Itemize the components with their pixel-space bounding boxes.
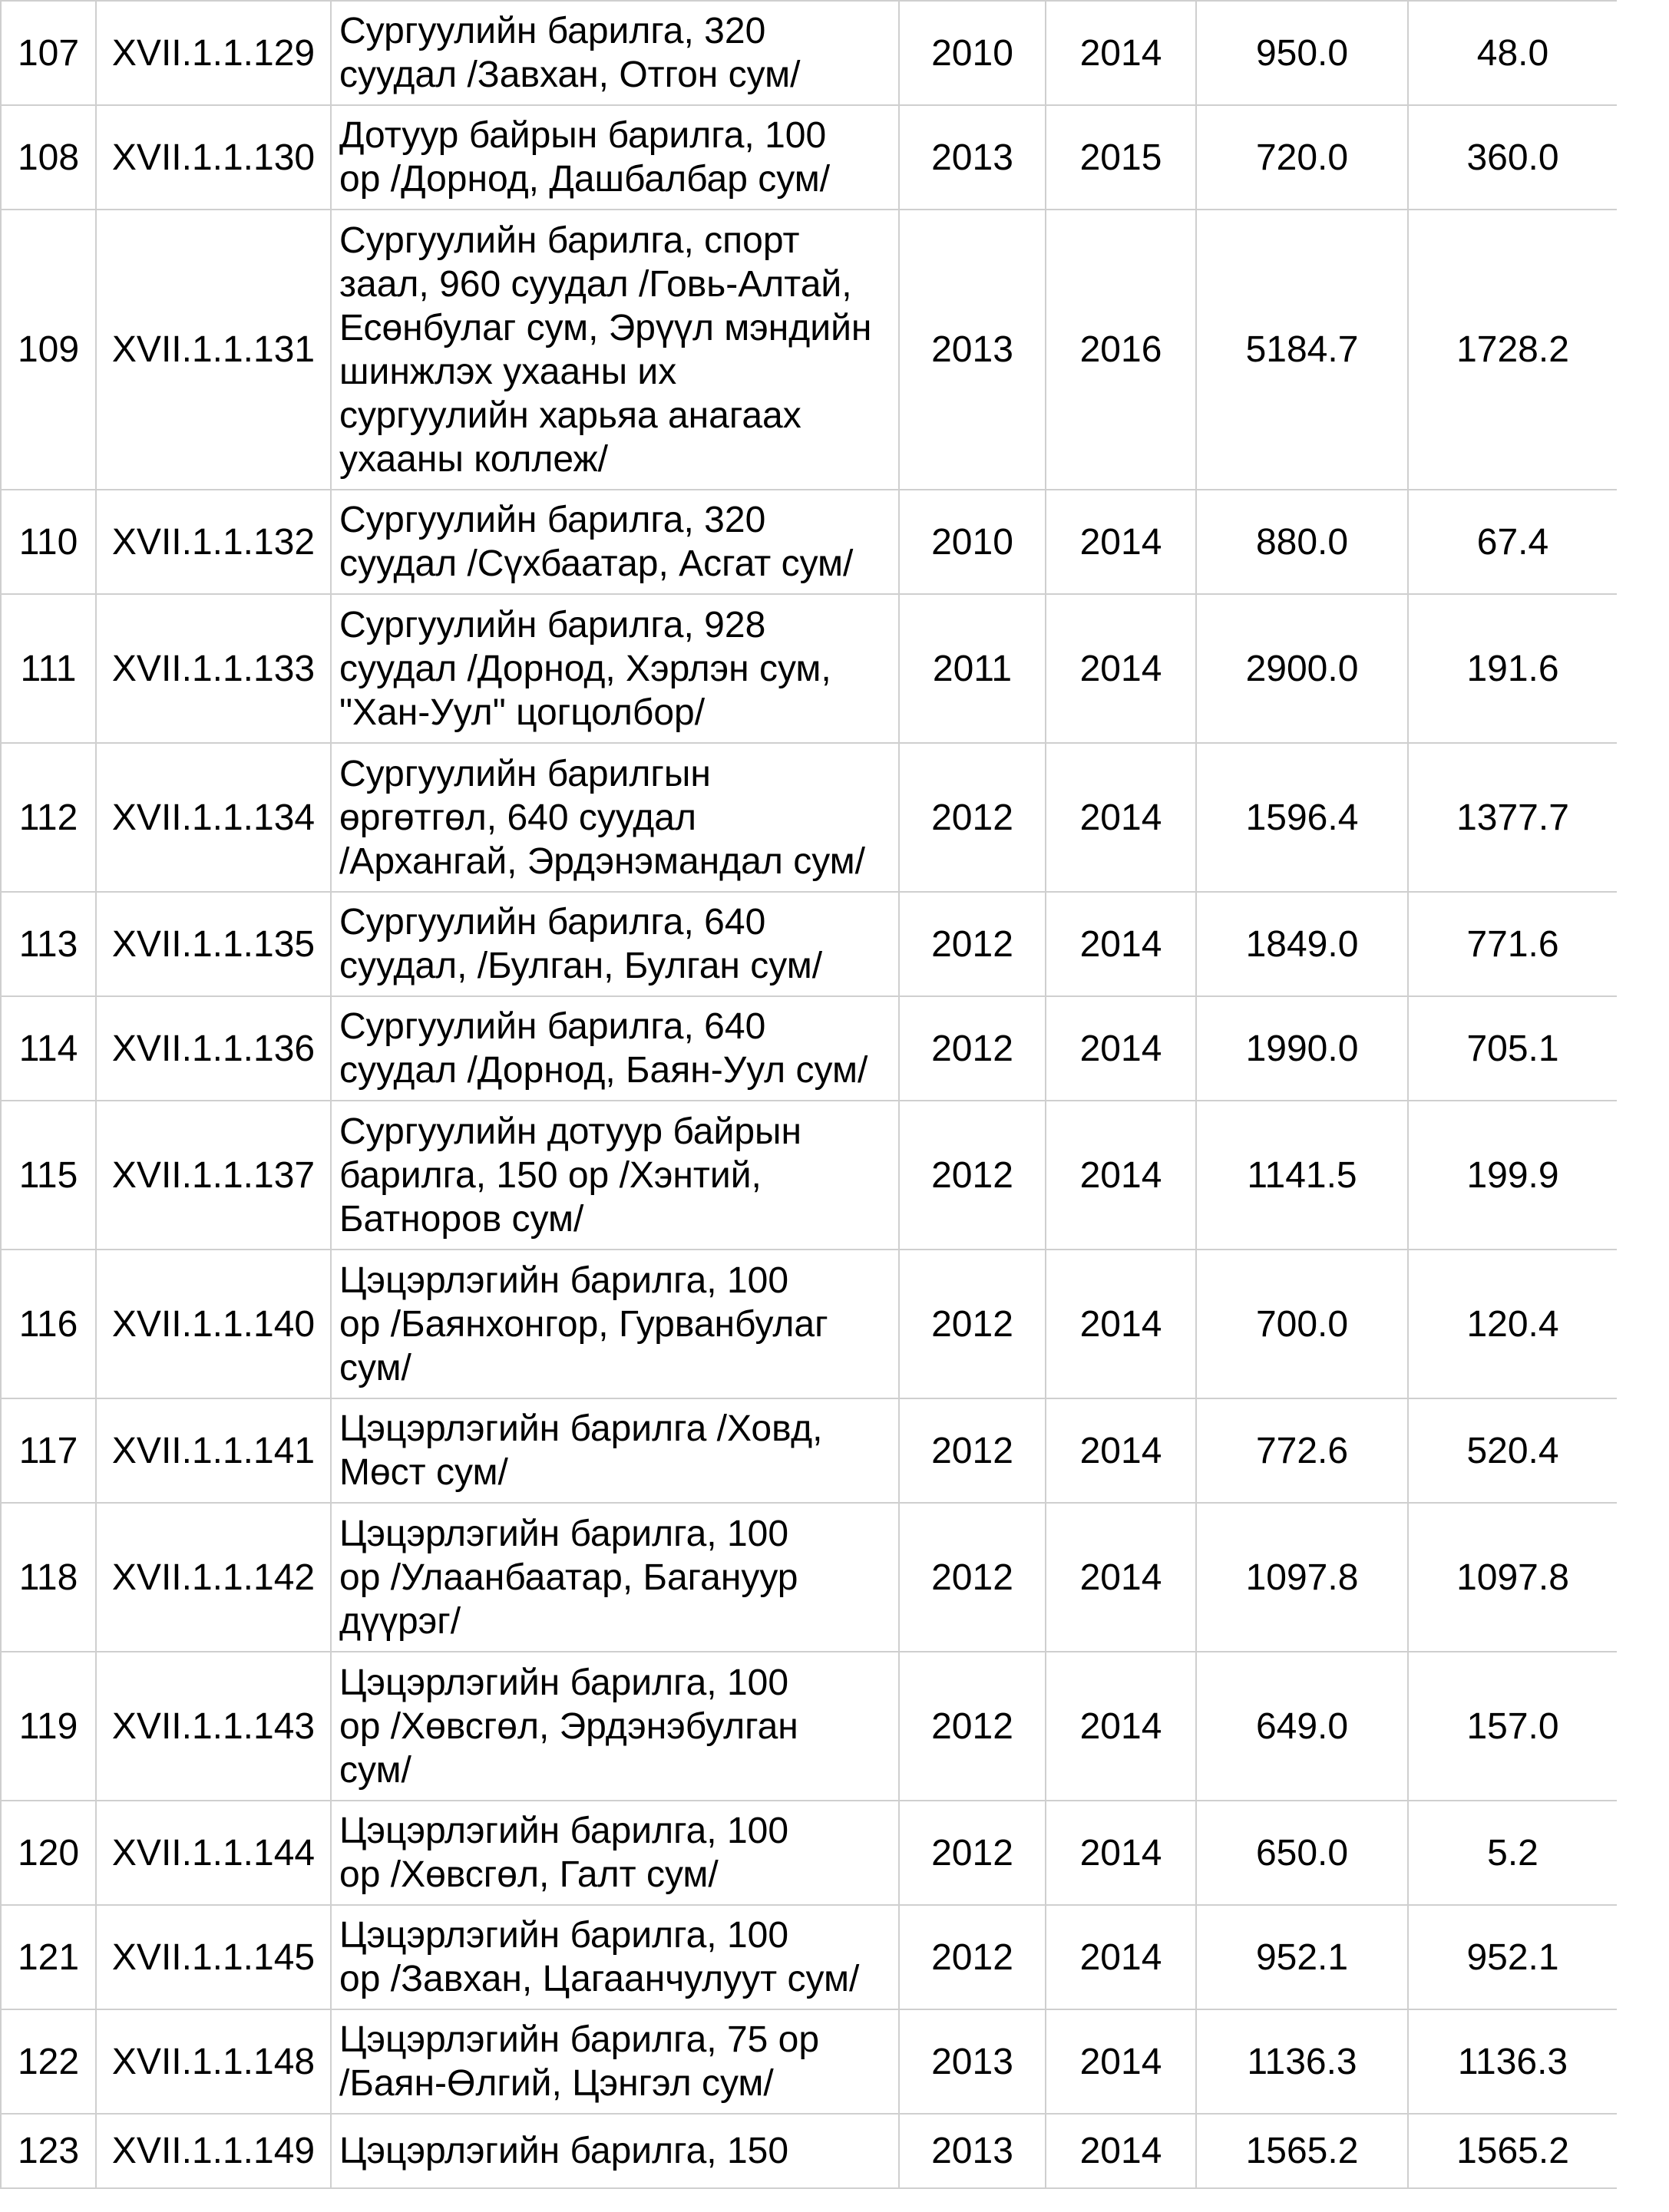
- table-row: [1, 2009, 1617, 2114]
- allocated-amount: 1136.3: [1408, 2009, 1617, 2114]
- project-code: XVII.1.1.143: [96, 1652, 331, 1801]
- description-line: Сургуулийн дотуур байрын: [339, 1111, 802, 1152]
- start-year: 2012: [899, 1905, 1046, 2009]
- allocated-amount: 199.9: [1408, 1101, 1617, 1250]
- allocated-amount: 5.2: [1408, 1801, 1617, 1905]
- description-line: сум/: [339, 1749, 411, 1791]
- table-row: [1, 1503, 1617, 1652]
- total-cost: 1141.5: [1196, 1101, 1408, 1250]
- description-line: Сургуулийн барилга, 640: [339, 902, 766, 943]
- total-cost: 1596.4: [1196, 743, 1408, 892]
- row-number: 118: [1, 1503, 96, 1652]
- start-year: 2013: [899, 2009, 1046, 2114]
- project-code: XVII.1.1.136: [96, 996, 331, 1101]
- table-row: [1, 105, 1617, 210]
- total-cost: 1136.3: [1196, 2009, 1408, 2114]
- table-row: [1, 1, 1617, 105]
- row-number: 115: [1, 1101, 96, 1250]
- start-year: 2012: [899, 1250, 1046, 1398]
- description-line: Цэцэрлэгийн барилга, 100: [339, 1811, 789, 1851]
- project-description: [331, 2009, 899, 2114]
- table-row: [1, 1250, 1617, 1398]
- end-year: 2014: [1046, 594, 1196, 743]
- allocated-amount: 67.4: [1408, 490, 1617, 594]
- description-line: Сургуулийн барилга, 320: [339, 500, 766, 540]
- row-number: 117: [1, 1398, 96, 1503]
- end-year: 2014: [1046, 1250, 1196, 1398]
- total-cost: 5184.7: [1196, 210, 1408, 490]
- allocated-amount: 48.0: [1408, 1, 1617, 105]
- row-number: 122: [1, 2009, 96, 2114]
- end-year: 2014: [1046, 1398, 1196, 1503]
- total-cost: 880.0: [1196, 490, 1408, 594]
- row-number: 121: [1, 1905, 96, 2009]
- start-year: 2012: [899, 892, 1046, 996]
- project-code: XVII.1.1.144: [96, 1801, 331, 1905]
- description-line: суудал /Завхан, Отгон сум/: [339, 54, 801, 95]
- end-year: 2014: [1046, 1905, 1196, 2009]
- table-row: [1, 210, 1617, 490]
- end-year: 2014: [1046, 743, 1196, 892]
- project-code: XVII.1.1.140: [96, 1250, 331, 1398]
- end-year: 2014: [1046, 1801, 1196, 1905]
- description-line: Дотуур байрын барилга, 100: [339, 115, 827, 156]
- start-year: 2011: [899, 594, 1046, 743]
- project-description: [331, 594, 899, 743]
- description-line: барилга, 150 ор /Хэнтий,: [339, 1154, 762, 1196]
- start-year: 2012: [899, 1503, 1046, 1652]
- start-year: 2010: [899, 1, 1046, 105]
- description-line: ухааны коллеж/: [339, 438, 608, 480]
- project-code: XVII.1.1.129: [96, 1, 331, 105]
- project-description: [331, 2114, 899, 2188]
- end-year: 2014: [1046, 996, 1196, 1101]
- row-number: 112: [1, 743, 96, 892]
- total-cost: 650.0: [1196, 1801, 1408, 1905]
- total-cost: 952.1: [1196, 1905, 1408, 2009]
- description-line: суудал /Сүхбаатар, Асгат сум/: [339, 543, 854, 584]
- description-line: Цэцэрлэгийн барилга, 100: [339, 1260, 789, 1301]
- allocated-amount: 952.1: [1408, 1905, 1617, 2009]
- table-row: [1, 1652, 1617, 1801]
- allocated-amount: 120.4: [1408, 1250, 1617, 1398]
- description-line: Цэцэрлэгийн барилга, 100: [339, 1915, 789, 1956]
- table-row: [1, 1905, 1617, 2009]
- description-line: Батноров сум/: [339, 1198, 584, 1240]
- project-code: XVII.1.1.149: [96, 2114, 331, 2188]
- project-description: [331, 490, 899, 594]
- start-year: 2013: [899, 2114, 1046, 2188]
- table-row: [1, 1801, 1617, 1905]
- allocated-amount: 1377.7: [1408, 743, 1617, 892]
- total-cost: 1097.8: [1196, 1503, 1408, 1652]
- project-description: [331, 210, 899, 490]
- allocated-amount: 1565.2: [1408, 2114, 1617, 2188]
- table-row: [1, 2114, 1617, 2188]
- description-line: /Архангай, Эрдэнэмандал сум/: [339, 840, 865, 882]
- project-code: XVII.1.1.131: [96, 210, 331, 490]
- description-line: дүүрэг/: [339, 1600, 461, 1642]
- start-year: 2012: [899, 1801, 1046, 1905]
- project-code: XVII.1.1.135: [96, 892, 331, 996]
- description-line: Сургуулийн барилга, 928: [339, 604, 766, 645]
- project-code: XVII.1.1.141: [96, 1398, 331, 1503]
- project-description: [331, 105, 899, 210]
- allocated-amount: 1097.8: [1408, 1503, 1617, 1652]
- allocated-amount: 705.1: [1408, 996, 1617, 1101]
- project-code: XVII.1.1.132: [96, 490, 331, 594]
- description-line: ор /Хөвсгөл, Эрдэнэбулган: [339, 1705, 798, 1747]
- end-year: 2014: [1046, 490, 1196, 594]
- description-line: шинжлэх ухааны их: [339, 351, 677, 392]
- row-number: 113: [1, 892, 96, 996]
- description-line: Сургуулийн барилга, 640: [339, 1006, 766, 1047]
- project-description: [331, 1801, 899, 1905]
- description-line: ор /Дорнод, Дашбалбар сум/: [339, 159, 831, 200]
- project-code: XVII.1.1.145: [96, 1905, 331, 2009]
- description-line: ор /Хөвсгөл, Галт сум/: [339, 1854, 719, 1895]
- row-number: 108: [1, 105, 96, 210]
- end-year: 2015: [1046, 105, 1196, 210]
- project-description: [331, 996, 899, 1101]
- project-description: [331, 1652, 899, 1801]
- description-line: Цэцэрлэгийн барилга, 100: [339, 1513, 789, 1554]
- total-cost: 772.6: [1196, 1398, 1408, 1503]
- description-line: заал, 960 суудал /Говь-Алтай,: [339, 263, 852, 305]
- description-line: "Хан-Уул" цогцолбор/: [339, 692, 706, 733]
- project-code: XVII.1.1.137: [96, 1101, 331, 1250]
- project-code: XVII.1.1.133: [96, 594, 331, 743]
- project-description: [331, 1905, 899, 2009]
- end-year: 2014: [1046, 2114, 1196, 2188]
- row-number: 120: [1, 1801, 96, 1905]
- project-code: XVII.1.1.148: [96, 2009, 331, 2114]
- start-year: 2012: [899, 1398, 1046, 1503]
- table-row: [1, 743, 1617, 892]
- table-row: [1, 594, 1617, 743]
- description-line: өргөтгөл, 640 суудал: [339, 797, 696, 838]
- allocated-amount: 157.0: [1408, 1652, 1617, 1801]
- row-number: 114: [1, 996, 96, 1101]
- description-line: Сургуулийн барилга, 320: [339, 11, 766, 51]
- project-description: [331, 1250, 899, 1398]
- description-line: /Баян-Өлгий, Цэнгэл сум/: [339, 2063, 774, 2104]
- table-row: [1, 490, 1617, 594]
- table-row: [1, 1101, 1617, 1250]
- project-code: XVII.1.1.130: [96, 105, 331, 210]
- project-description: [331, 1398, 899, 1503]
- description-line: Цэцэрлэгийн барилга, 150: [339, 2131, 789, 2171]
- end-year: 2014: [1046, 1101, 1196, 1250]
- end-year: 2014: [1046, 1652, 1196, 1801]
- allocated-amount: 191.6: [1408, 594, 1617, 743]
- description-line: суудал /Дорнод, Баян-Уул сум/: [339, 1050, 868, 1091]
- description-line: Цэцэрлэгийн барилга, 100: [339, 1662, 789, 1703]
- total-cost: 649.0: [1196, 1652, 1408, 1801]
- allocated-amount: 520.4: [1408, 1398, 1617, 1503]
- project-description: [331, 892, 899, 996]
- description-line: сургуулийн харьяа анагаах: [339, 395, 801, 436]
- row-number: 109: [1, 210, 96, 490]
- description-line: Сургуулийн барилга, спорт: [339, 220, 800, 261]
- end-year: 2014: [1046, 892, 1196, 996]
- table-row: [1, 1398, 1617, 1503]
- end-year: 2014: [1046, 1, 1196, 105]
- description-line: Цэцэрлэгийн барилга /Ховд,: [339, 1408, 823, 1449]
- total-cost: 2900.0: [1196, 594, 1408, 743]
- start-year: 2012: [899, 1652, 1046, 1801]
- end-year: 2014: [1046, 1503, 1196, 1652]
- start-year: 2010: [899, 490, 1046, 594]
- total-cost: 720.0: [1196, 105, 1408, 210]
- row-number: 119: [1, 1652, 96, 1801]
- description-line: Сургуулийн барилгын: [339, 753, 711, 794]
- description-line: суудал, /Булган, Булган сум/: [339, 946, 823, 986]
- project-code: XVII.1.1.142: [96, 1503, 331, 1652]
- description-line: суудал /Дорнод, Хэрлэн сум,: [339, 648, 831, 689]
- total-cost: 950.0: [1196, 1, 1408, 105]
- start-year: 2013: [899, 105, 1046, 210]
- description-line: ор /Баянхонгор, Гурванбулаг: [339, 1303, 828, 1345]
- end-year: 2016: [1046, 210, 1196, 490]
- total-cost: 1849.0: [1196, 892, 1408, 996]
- description-line: Цэцэрлэгийн барилга, 75 ор: [339, 2019, 820, 2060]
- start-year: 2012: [899, 743, 1046, 892]
- allocated-amount: 360.0: [1408, 105, 1617, 210]
- project-description: [331, 1503, 899, 1652]
- row-number: 123: [1, 2114, 96, 2188]
- description-line: Есөнбулаг сум, Эрүүл мэндийн: [339, 307, 872, 348]
- table-row: [1, 892, 1617, 996]
- description-line: Мөст сум/: [339, 1452, 508, 1493]
- table-row: [1, 996, 1617, 1101]
- project-description: [331, 743, 899, 892]
- row-number: 110: [1, 490, 96, 594]
- total-cost: 1565.2: [1196, 2114, 1408, 2188]
- row-number: 116: [1, 1250, 96, 1398]
- row-number: 107: [1, 1, 96, 105]
- start-year: 2013: [899, 210, 1046, 490]
- start-year: 2012: [899, 996, 1046, 1101]
- description-line: сум/: [339, 1347, 411, 1388]
- end-year: 2014: [1046, 2009, 1196, 2114]
- project-code: XVII.1.1.134: [96, 743, 331, 892]
- start-year: 2012: [899, 1101, 1046, 1250]
- total-cost: 700.0: [1196, 1250, 1408, 1398]
- project-description: [331, 1, 899, 105]
- allocated-amount: 771.6: [1408, 892, 1617, 996]
- project-description: [331, 1101, 899, 1250]
- row-number: 111: [1, 594, 96, 743]
- description-line: ор /Завхан, Цагаанчулуут сум/: [339, 1959, 860, 1999]
- allocated-amount: 1728.2: [1408, 210, 1617, 490]
- description-line: ор /Улаанбаатар, Багануур: [339, 1557, 798, 1598]
- total-cost: 1990.0: [1196, 996, 1408, 1101]
